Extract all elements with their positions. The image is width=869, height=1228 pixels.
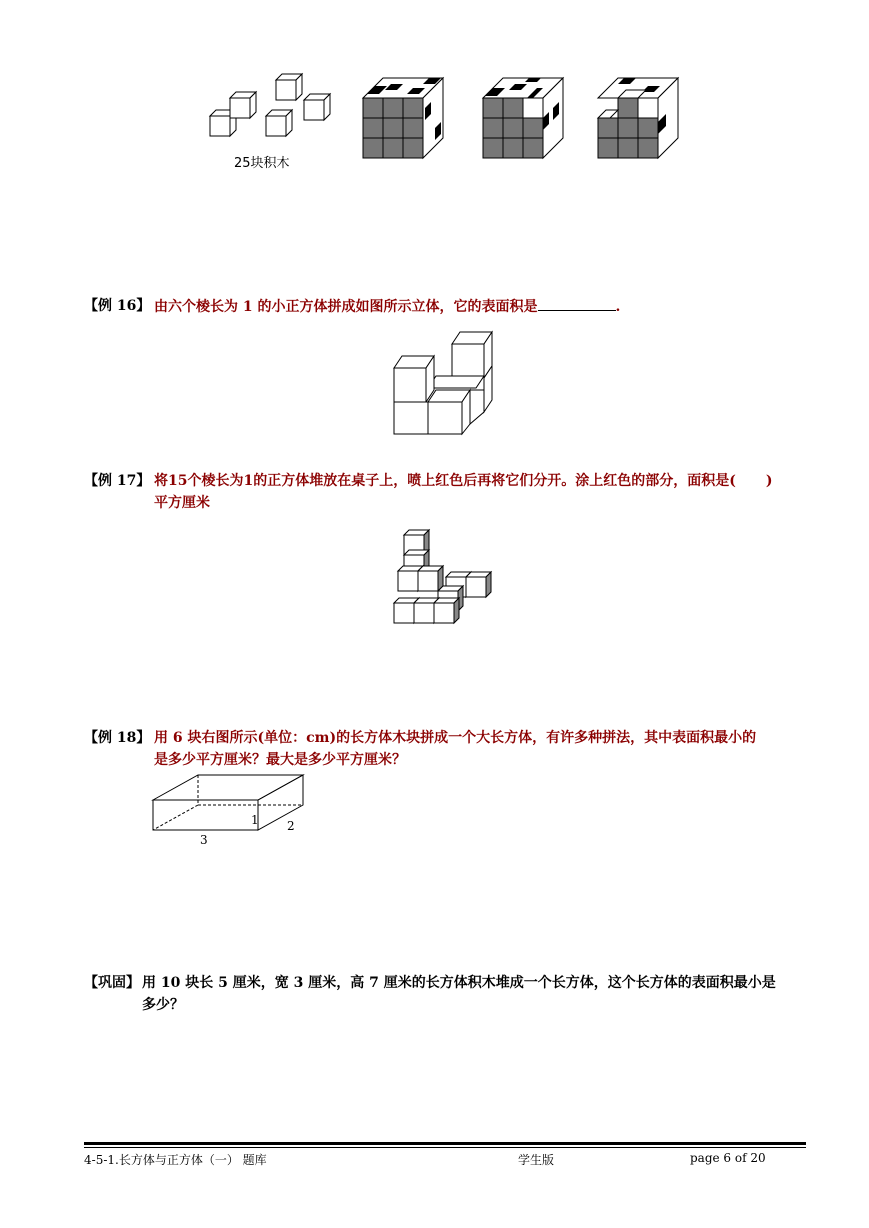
example-17-figure bbox=[390, 528, 500, 628]
example-16 bbox=[84, 295, 814, 317]
length-label: 3 bbox=[200, 833, 208, 847]
footer-rule-thick bbox=[84, 1142, 806, 1145]
example-16-end: . bbox=[615, 299, 621, 315]
example-18 bbox=[84, 727, 814, 771]
consolidation-line1: 用 10 块长 5 厘米，宽 3 厘米，高 7 厘米的长方体积木堆成一个长方体，这个长方体的表面积最小是 bbox=[142, 975, 776, 991]
top-figure-caption: 25块积木 bbox=[234, 156, 290, 171]
example-16-question: 由六个棱长为 1 的小正方体拼成如图所示立体，它的表面积是 bbox=[154, 299, 538, 315]
example-17 bbox=[84, 470, 814, 514]
loose-cube bbox=[276, 74, 302, 100]
example-17-line1 bbox=[154, 473, 772, 489]
consolidation-line2: 多少？ bbox=[142, 997, 184, 1013]
example-17-text bbox=[154, 470, 814, 514]
consolidation-question bbox=[84, 972, 814, 1016]
loose-cube bbox=[230, 92, 256, 118]
fifteen-cube-stack bbox=[390, 528, 500, 628]
example-16-text bbox=[154, 295, 620, 318]
example-18-tag: 【例 18】 bbox=[84, 730, 151, 746]
answer-blank bbox=[538, 295, 616, 311]
example-17-tag: 【例 17】 bbox=[84, 473, 151, 489]
six-cube-solid bbox=[390, 328, 500, 438]
footer-page-number: page 6 of 20 bbox=[690, 1151, 766, 1165]
example-18-text bbox=[154, 727, 814, 771]
footer-rule-thin bbox=[84, 1147, 806, 1148]
footer-center: 学生版 bbox=[518, 1153, 555, 1167]
footer-left: 4-5-1.长方体与正方体（一） 题库 bbox=[84, 1153, 267, 1167]
cube-assembly-2 bbox=[483, 78, 563, 158]
example-17-line2: 平方厘米 bbox=[154, 495, 210, 511]
cuboid-diagram bbox=[150, 770, 320, 850]
example-18-figure bbox=[150, 770, 320, 850]
example-16-figure bbox=[390, 328, 500, 438]
example-18-line2: 是多少平方厘米？最大是多少平方厘米？ bbox=[154, 752, 406, 768]
cube-assembly-1 bbox=[363, 78, 443, 158]
cube-assembly-3 bbox=[598, 78, 678, 158]
loose-cube bbox=[266, 110, 292, 136]
example-17-paren-close: ) bbox=[765, 473, 773, 489]
consolidation-tag: 【巩固】 bbox=[84, 975, 140, 991]
width-label: 2 bbox=[287, 819, 295, 833]
loose-cube bbox=[304, 94, 330, 120]
example-17-line1-text: 将15个棱长为1的正方体堆放在桌子上，喷上红色后再将它们分开。涂上红色的部分，面积是( bbox=[154, 473, 736, 489]
consolidation-text bbox=[142, 972, 814, 1016]
example-16-tag: 【例 16】 bbox=[84, 298, 151, 314]
height-label: 1 bbox=[251, 813, 259, 827]
example-18-line1: 用 6 块右图所示(单位：cm)的长方体木块拼成一个大长方体，有许多种拼法，其中表面积最小的 bbox=[154, 730, 757, 746]
